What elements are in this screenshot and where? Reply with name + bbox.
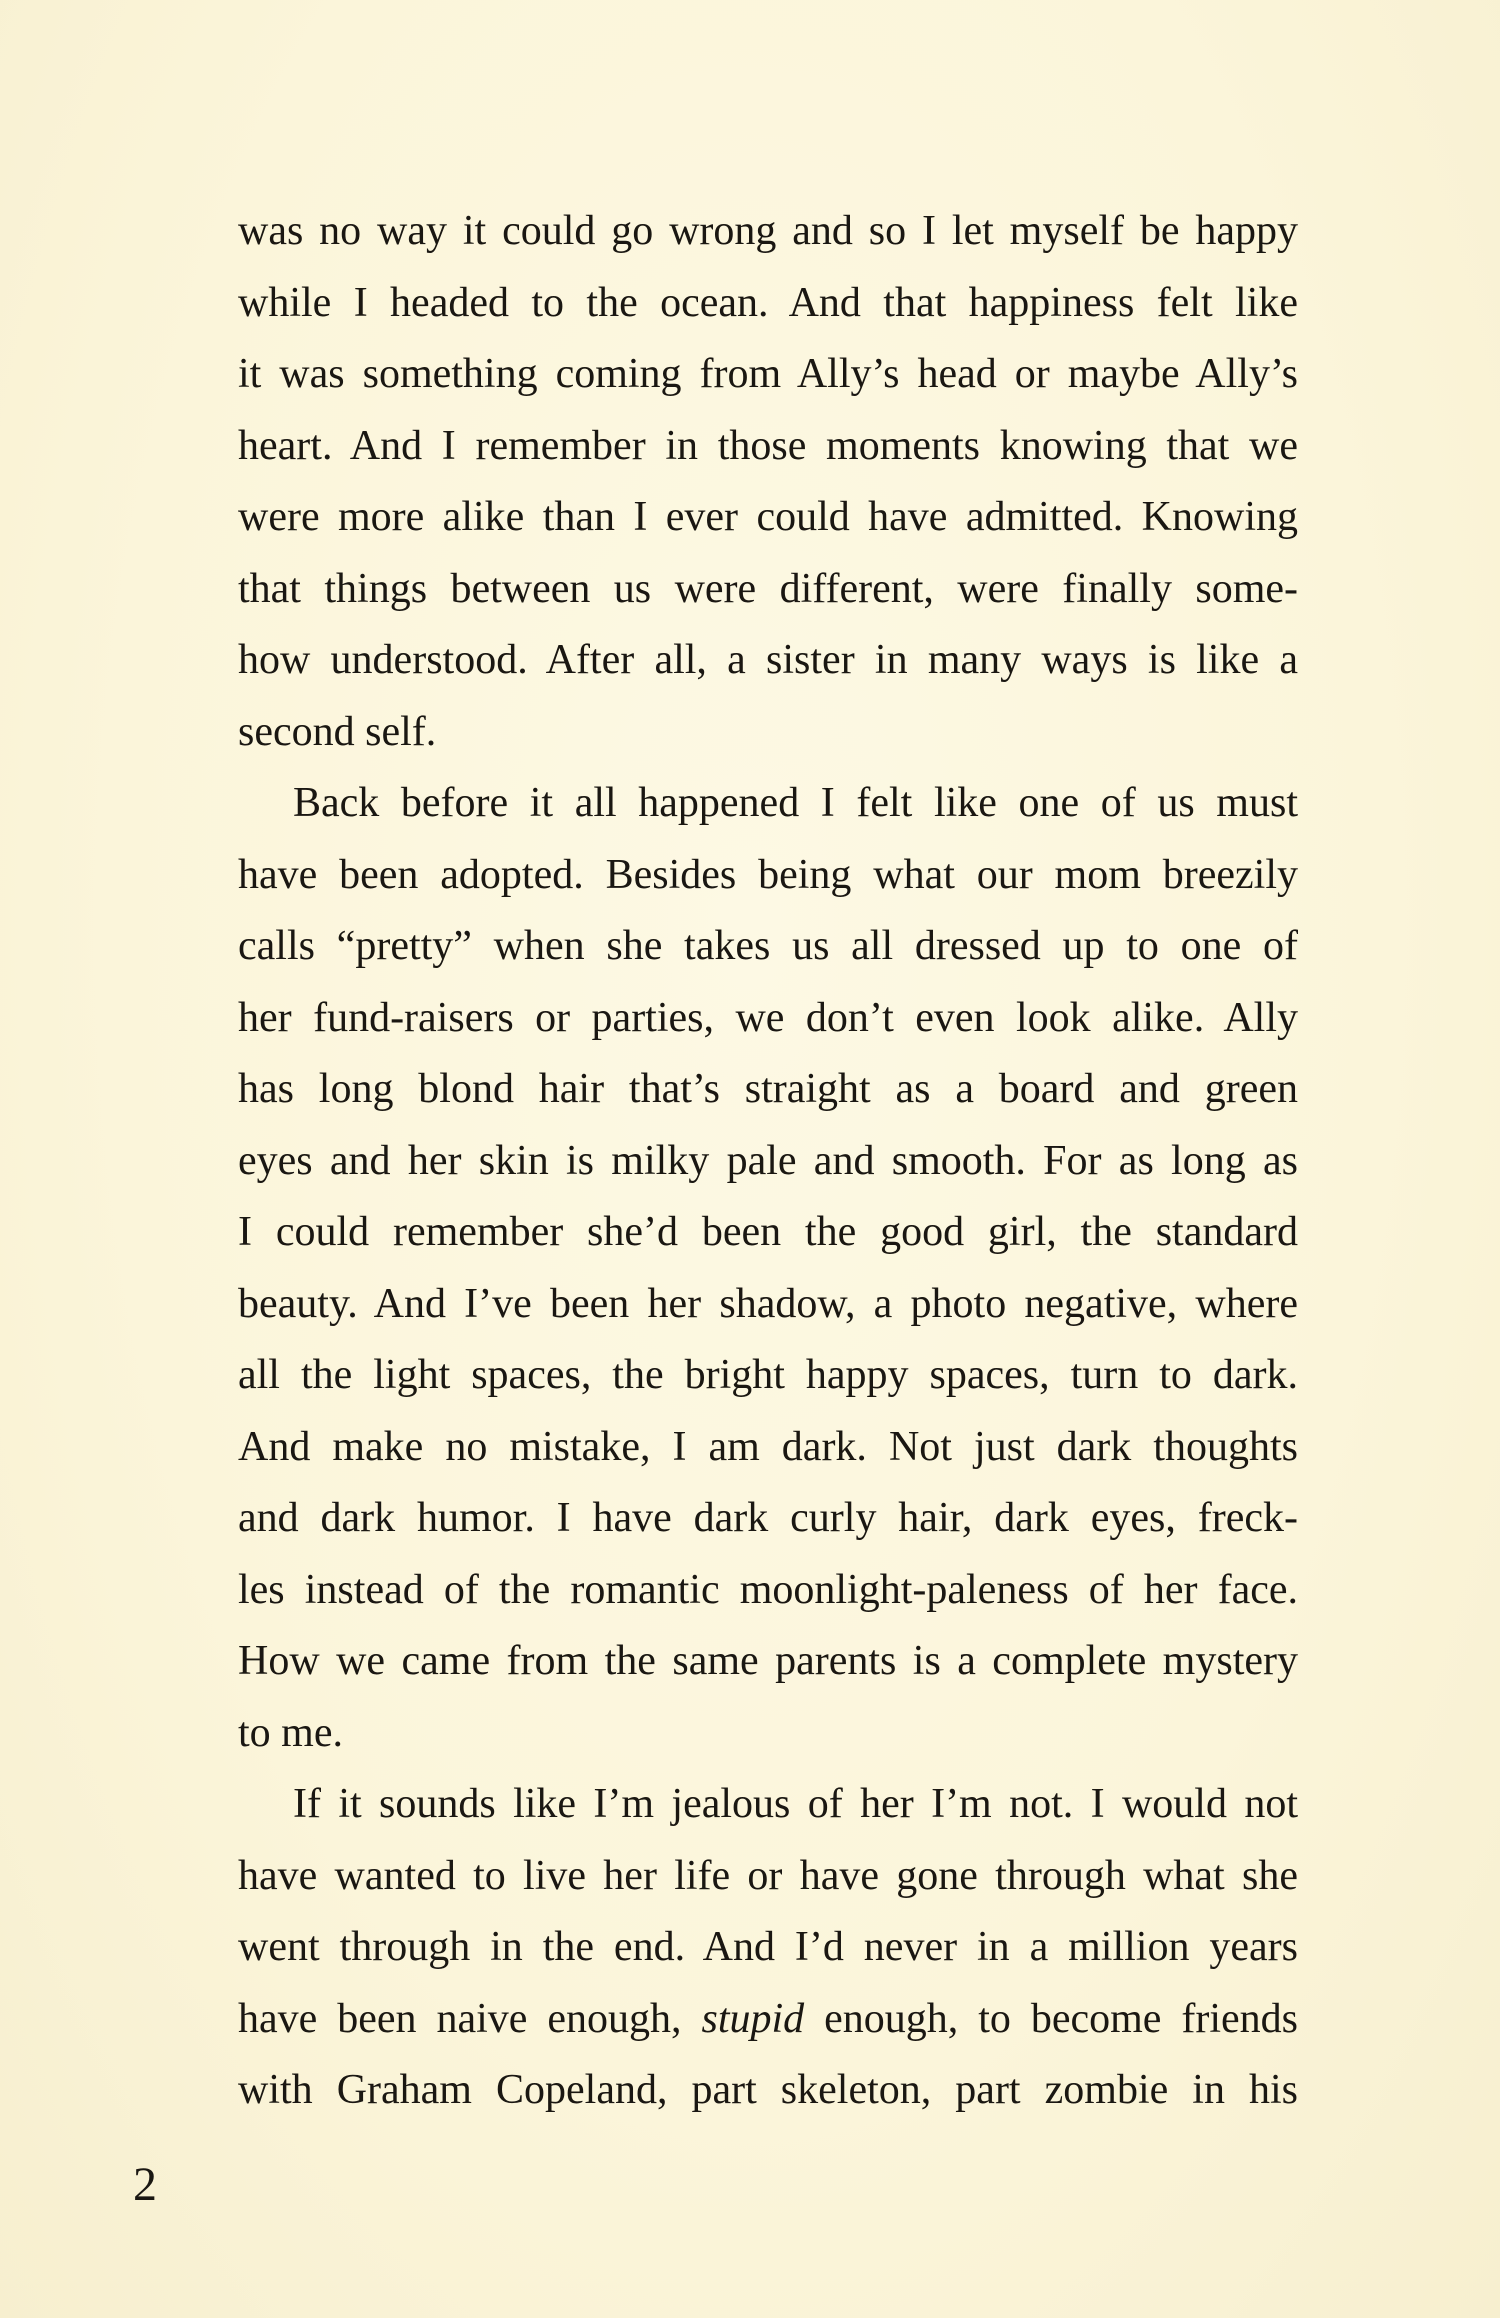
text-line: while I headed to the ocean. And that happiness felt like (238, 279, 1298, 326)
paragraph-start-line: If it sounds like I’m jealous of her I’m not. I would not (293, 1781, 1298, 1827)
body-text (238, 196, 1298, 2127)
line-part-after: enough, to become friends (804, 1995, 1298, 2042)
text-line: has long blond hair that’s straight as a board and green (238, 1066, 1298, 1112)
text-line: second self. (238, 708, 437, 755)
text-line: heart. And I remember in those moments knowing that we (238, 422, 1298, 469)
text-line: beauty. And I’ve been her shadow, a photo negative, where (238, 1280, 1298, 1327)
text-line: And make no mistake, I am dark. Not just dark thoughts (238, 1423, 1298, 1470)
text-line: her fund-raisers or parties, we don’t even look alike. Ally (238, 994, 1298, 1041)
text-line: that things between us were different, were finally some- (238, 565, 1298, 612)
text-line: I could remember she’d been the good girl, the standard (238, 1209, 1298, 1255)
text-line: with Graham Copeland, part skeleton, part zombie in his (238, 2067, 1298, 2113)
text-line: have been adopted. Besides being what our mom breezily (238, 851, 1298, 898)
text-line: were more alike than I ever could have admitted. Knowing (238, 494, 1298, 540)
text-line: it was something coming from Ally’s head or maybe Ally’s (238, 351, 1298, 397)
text-line: les instead of the romantic moonlight-paleness of her face. (238, 1566, 1298, 1613)
text-line: to me. (238, 1709, 343, 1756)
line-part-before: have been naive enough, (238, 1995, 702, 2042)
text-line-with-italic (238, 1984, 1298, 2056)
text-line: eyes and her skin is milky pale and smooth. For as long as (238, 1137, 1298, 1184)
text-line: was no way it could go wrong and so I let myself be happy (238, 208, 1298, 254)
italic-word: stupid (701, 1995, 805, 2042)
text-line: have wanted to live her life or have gone through what she (238, 1852, 1298, 1899)
text-line: how understood. After all, a sister in many ways is like a (238, 637, 1298, 683)
paragraph-start-line: Back before it all happened I felt like one of us must (293, 780, 1298, 826)
text-line: all the light spaces, the bright happy spaces, turn to dark. (238, 1352, 1298, 1398)
text-line: How we came from the same parents is a complete mystery (238, 1638, 1298, 1684)
text-line: and dark humor. I have dark curly hair, dark eyes, freck- (238, 1495, 1298, 1541)
page-number: 2 (133, 2158, 157, 2211)
text-line: went through in the end. And I’d never in a million years (238, 1924, 1298, 1970)
text-line: calls “pretty” when she takes us all dressed up to one of (238, 923, 1298, 969)
